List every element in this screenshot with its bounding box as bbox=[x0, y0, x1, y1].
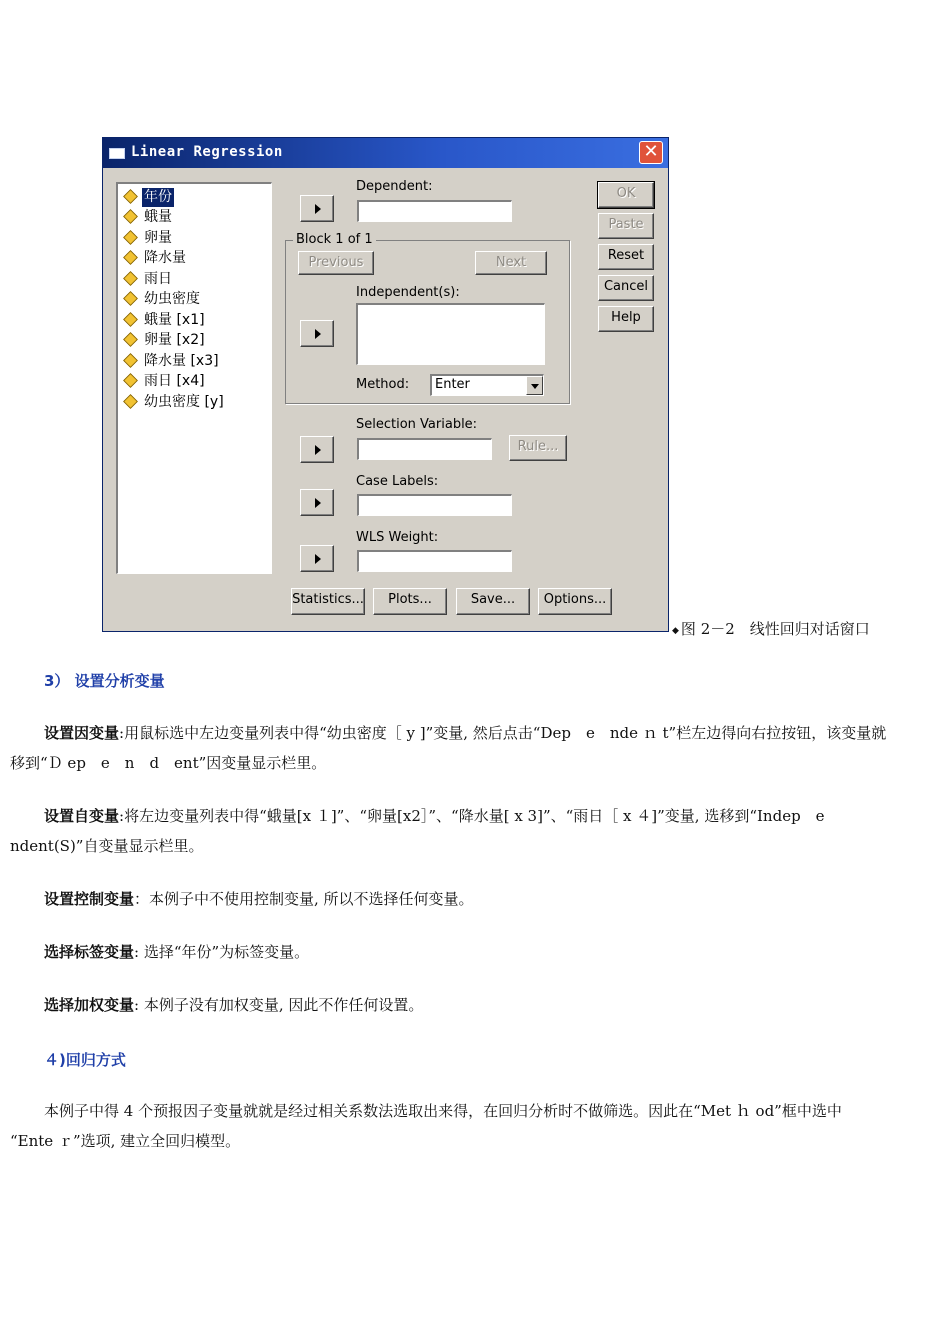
chevron-down-icon[interactable] bbox=[526, 376, 543, 395]
list-item[interactable]: 降水量 bbox=[123, 249, 188, 268]
move-to-wls-weight-button[interactable] bbox=[300, 545, 334, 572]
numeric-variable-icon bbox=[123, 332, 138, 347]
dialog-titlebar bbox=[103, 138, 668, 168]
text: : 选择“年份”为标签变量。 bbox=[134, 943, 310, 961]
paragraph-independent bbox=[10, 801, 940, 861]
paragraph-method bbox=[10, 1096, 940, 1156]
list-item[interactable]: 卵量 bbox=[123, 229, 174, 248]
move-to-independent-button[interactable] bbox=[300, 320, 334, 347]
previous-button[interactable]: Previous bbox=[298, 251, 374, 275]
text: :将左边变量列表中得“蛾量[x １]”、“卵量[x2］”、“降水量[ x 3]”、“雨日［ x ４]”变量, 选移到“Indep e bbox=[119, 807, 825, 825]
list-item[interactable]: 雨日 bbox=[123, 270, 174, 289]
wls-weight-field[interactable] bbox=[357, 550, 512, 572]
bold-term: 设置控制变量 bbox=[44, 890, 135, 908]
cancel-button[interactable]: Cancel bbox=[598, 275, 654, 301]
bold-term: 选择加权变量 bbox=[44, 996, 135, 1014]
bold-term: 设置自变量 bbox=[44, 807, 120, 825]
numeric-variable-icon bbox=[123, 291, 138, 306]
dependent-label: Dependent: bbox=[356, 179, 433, 194]
arrow-right-icon bbox=[315, 204, 321, 214]
numeric-variable-icon bbox=[123, 373, 138, 388]
wls-weight-label: WLS Weight: bbox=[356, 530, 439, 545]
method-value: Enter bbox=[435, 377, 470, 392]
rule-button[interactable]: Rule... bbox=[509, 435, 567, 461]
numeric-variable-icon bbox=[123, 250, 138, 265]
numeric-variable-icon bbox=[123, 353, 138, 368]
numeric-variable-icon bbox=[123, 271, 138, 286]
selection-variable-field[interactable] bbox=[357, 438, 492, 460]
paragraph-label bbox=[10, 937, 940, 967]
arrow-right-icon bbox=[315, 554, 321, 564]
independent-list[interactable] bbox=[356, 303, 545, 365]
section-4-heading: ４)回归方式 bbox=[44, 1051, 126, 1069]
block-label: Block 1 of 1 bbox=[293, 232, 376, 247]
paragraph-dependent bbox=[10, 718, 940, 778]
text: : 本例子没有加权变量, 因此不作任何设置。 bbox=[134, 996, 424, 1014]
list-item[interactable]: 雨日 [x4] bbox=[123, 372, 207, 391]
list-item[interactable]: 年份 bbox=[123, 188, 174, 207]
list-item[interactable]: 幼虫密度 [y] bbox=[123, 393, 226, 412]
move-to-dependent-button[interactable] bbox=[300, 195, 334, 222]
linear-regression-dialog bbox=[102, 137, 669, 632]
list-item[interactable]: 幼虫密度 bbox=[123, 290, 202, 309]
dependent-field[interactable] bbox=[357, 200, 512, 222]
anchor-icon: ◆ bbox=[672, 626, 679, 636]
list-item[interactable]: 降水量 [x3] bbox=[123, 352, 221, 371]
method-select[interactable] bbox=[430, 374, 544, 396]
text: 本例子中得 4 个预报因子变量就就是经过相关系数法选取出来得，在回归分析时不做筛选。因此在“Met ｈ od”框中选中 bbox=[44, 1102, 842, 1120]
statistics-button[interactable]: Statistics... bbox=[291, 588, 365, 615]
next-button[interactable]: Next bbox=[475, 251, 547, 275]
plots-button[interactable]: Plots... bbox=[373, 588, 447, 615]
text: 移到“Ｄ ep e n d ent”因变量显示栏里。 bbox=[10, 754, 327, 772]
selection-variable-label: Selection Variable: bbox=[356, 417, 478, 432]
section-3-heading: 3） 设置分析变量 bbox=[44, 672, 165, 690]
move-to-case-labels-button[interactable] bbox=[300, 489, 334, 516]
paste-button[interactable]: Paste bbox=[598, 213, 654, 239]
arrow-right-icon bbox=[315, 498, 321, 508]
variable-list[interactable] bbox=[116, 182, 272, 574]
text: ：本例子中不使用控制变量, 所以不选择任何变量。 bbox=[134, 890, 474, 908]
case-labels-field[interactable] bbox=[357, 494, 512, 516]
text: ndent(S)”自变量显示栏里。 bbox=[10, 837, 204, 855]
save-button[interactable]: Save... bbox=[456, 588, 530, 615]
dialog-title: Linear Regression bbox=[131, 144, 283, 160]
paragraph-control bbox=[10, 884, 940, 914]
list-item[interactable]: 蛾量 bbox=[123, 208, 174, 227]
case-labels-label: Case Labels: bbox=[356, 474, 439, 489]
numeric-variable-icon bbox=[123, 209, 138, 224]
reset-button[interactable]: Reset bbox=[598, 244, 654, 270]
arrow-right-icon bbox=[315, 329, 321, 339]
independent-label: Independent(s): bbox=[356, 285, 460, 300]
bold-term: 设置因变量 bbox=[44, 724, 120, 742]
paragraph-weight bbox=[10, 990, 940, 1020]
text: “Ente ｒ”选项, 建立全回归模型。 bbox=[10, 1132, 241, 1150]
method-label: Method: bbox=[356, 377, 410, 392]
numeric-variable-icon bbox=[123, 394, 138, 409]
list-item[interactable]: 卵量 [x2] bbox=[123, 331, 207, 350]
numeric-variable-icon bbox=[123, 230, 138, 245]
numeric-variable-icon bbox=[123, 189, 138, 204]
list-item[interactable]: 蛾量 [x1] bbox=[123, 311, 207, 330]
caption-text: 图 2－2 线性回归对话窗口 bbox=[680, 620, 870, 638]
close-icon[interactable]: ✕ bbox=[639, 141, 663, 164]
figure-caption bbox=[672, 618, 870, 639]
ok-button[interactable]: OK bbox=[598, 182, 654, 208]
numeric-variable-icon bbox=[123, 312, 138, 327]
bold-term: 选择标签变量 bbox=[44, 943, 135, 961]
options-button[interactable]: Options... bbox=[538, 588, 612, 615]
help-button[interactable]: Help bbox=[598, 306, 654, 332]
arrow-right-icon bbox=[315, 445, 321, 455]
move-to-selection-button[interactable] bbox=[300, 436, 334, 463]
text: :用鼠标选中左边变量列表中得“幼虫密度［ y ]”变量, 然后点击“Dep e nde ｎ t”栏左边得向右拉按钮，该变量就 bbox=[119, 724, 887, 742]
window-icon bbox=[109, 148, 125, 159]
